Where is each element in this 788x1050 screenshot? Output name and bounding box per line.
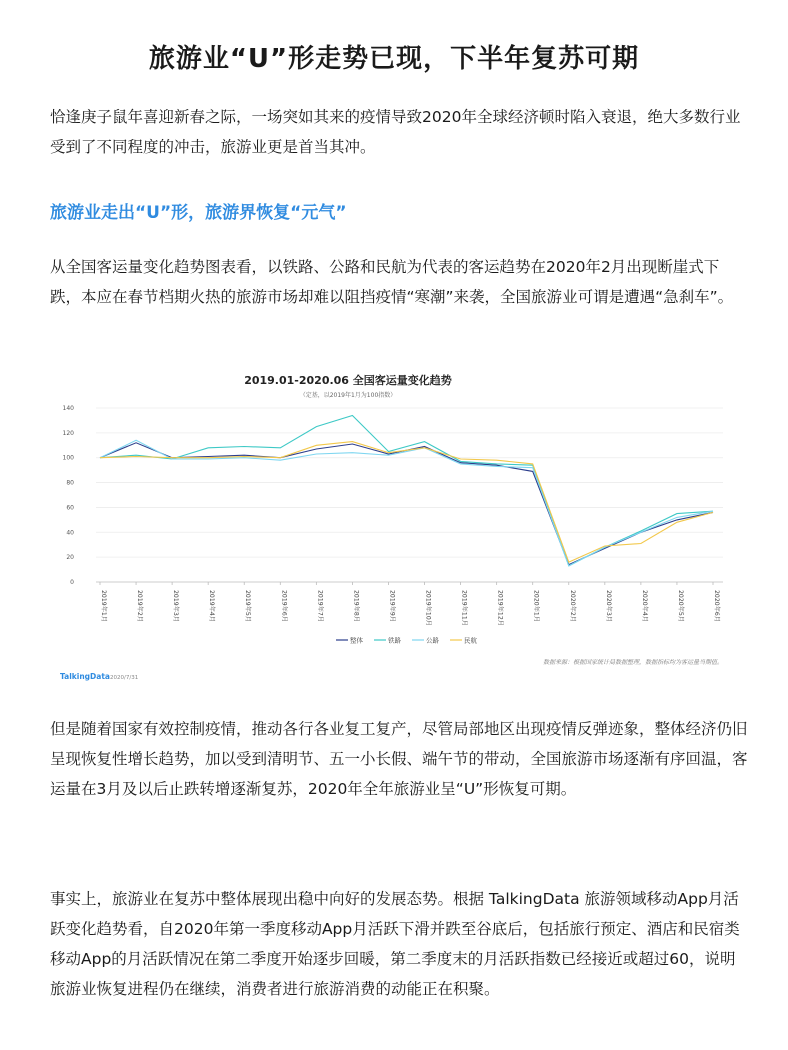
x-tick-label: 2020年1月 [532, 590, 540, 623]
legend-label: 民航 [464, 636, 477, 645]
paragraph-2: 从全国客运量变化趋势图表看，以铁路、公路和民航为代表的客运趋势在2020年2月出现断崖式下跌，本应在春节档期火热的旅游市场却难以阻挡疫情“寒潮”来袭，全国旅游业可谓是遭遇“急刹车”。 [50, 258, 734, 306]
paragraph-3: 但是随着国家有效控制疫情，推动各行各业复工复产，尽管局部地区出现疫情反弹迹象，整体经济仍旧呈现恢复性增长趋势，加以受到清明节、五一小长假、端午节的带动，全国旅游市场逐渐有序回温，客运量在3月及以后止跌转增逐渐复苏，2020年全年旅游业呈“U”形恢复可期。 [50, 720, 748, 798]
x-tick-label: 2020年2月 [568, 590, 576, 623]
y-tick-label: 80 [66, 479, 74, 487]
x-tick-label: 2019年10月 [424, 590, 432, 626]
x-tick-label: 2019年5月 [244, 590, 252, 623]
x-tick-label: 2019年3月 [172, 590, 180, 623]
legend-label: 公路 [426, 636, 439, 645]
y-tick-label: 100 [62, 454, 74, 462]
chart-source: 数据来源：根据国家统计局数据整理，数据指标均为客运量当期值。 [542, 659, 723, 666]
x-tick-label: 2019年7月 [316, 590, 324, 623]
y-tick-label: 40 [66, 529, 74, 537]
paragraph-4: 事实上，旅游业在复苏中整体展现出稳中向好的发展态势。根据 TalkingData 旅游领域移动App月活跃变化趋势看，自2020年第一季度移动App月活跃下滑并跌至谷底后，包括旅行预定、酒店和民宿类移动App的月活跃情况在第二季度开始逐步回暖，第二季度末的月活跃指数已经接近或超过60，说明旅游业恢复进程仍在继续，消费者进行旅游消费的动能正在积聚。 [50, 890, 740, 998]
x-tick-label: 2020年5月 [676, 590, 684, 623]
chart-subtitle: （定基，以2019年1月为100指数） [299, 392, 397, 399]
x-tick-label: 2019年11月 [460, 590, 468, 626]
section-subheading: 旅游业走出“U”形，旅游界恢复“元气” [50, 203, 347, 223]
intro-paragraph: 恰逢庚子鼠年喜迎新春之际，一场突如其来的疫情导致2020年全球经济顿时陷入衰退，绝大多数行业受到了不同程度的冲击，旅游业更是首当其冲。 [50, 108, 741, 156]
x-tick-label: 2019年12月 [496, 590, 504, 626]
x-tick-label: 2019年1月 [100, 590, 107, 623]
x-tick-label: 2020年3月 [604, 590, 612, 623]
x-tick-label: 2019年8月 [352, 590, 360, 623]
y-tick-label: 60 [66, 504, 74, 512]
x-tick-label: 2020年6月 [713, 590, 720, 623]
x-tick-label: 2019年9月 [388, 590, 396, 623]
legend-label: 整体 [350, 636, 363, 645]
brand-logo: TalkingData [60, 672, 110, 681]
chart-svg [48, 364, 738, 694]
y-tick-label: 120 [62, 429, 74, 437]
chart-date: 2020/7/31 [110, 675, 139, 681]
chart-title: 2019.01-2020.06 全国客运量变化趋势 [244, 374, 452, 387]
series-line-公路 [100, 440, 713, 566]
article-title: 旅游业“U”形走势已现，下半年复苏可期 [148, 44, 640, 74]
x-tick-label: 2019年2月 [136, 590, 144, 623]
series-line-铁路 [100, 416, 713, 566]
passenger-trend-chart [48, 364, 738, 694]
series-line-民航 [100, 442, 713, 562]
x-tick-label: 2020年4月 [640, 590, 648, 623]
y-tick-label: 0 [70, 579, 74, 586]
x-tick-label: 2019年6月 [280, 590, 288, 623]
y-tick-label: 20 [66, 554, 74, 562]
y-tick-label: 140 [62, 405, 74, 412]
series-line-整体 [100, 443, 713, 565]
legend-label: 铁路 [388, 636, 401, 645]
x-tick-label: 2019年4月 [208, 590, 216, 623]
